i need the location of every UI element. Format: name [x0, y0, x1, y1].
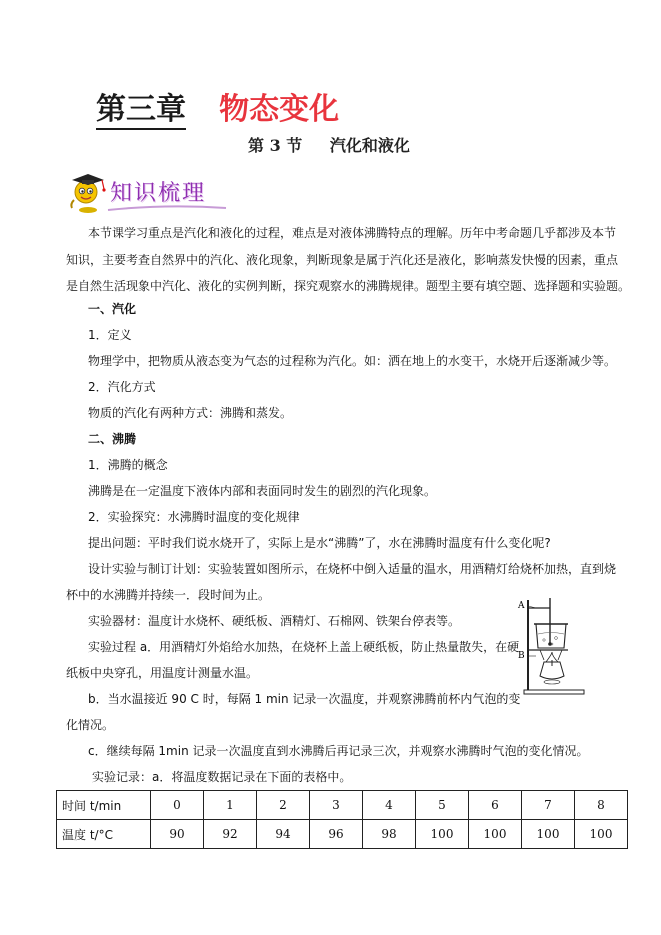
- table-row: [57, 791, 628, 820]
- chapter-title: [96, 84, 340, 127]
- section-title: [248, 133, 410, 156]
- question-text: 提出问题：平时我们说水烧开了，实际上是水“沸腾”了，水在沸腾时温度有什么变化呢?: [88, 536, 551, 550]
- table-row: [57, 820, 628, 849]
- temperature-cell: 100: [416, 820, 469, 849]
- subheading-definition: 1．定义: [88, 328, 132, 342]
- temperature-cell: 96: [310, 820, 363, 849]
- record-text: 实验记录：a．将温度数据记录在下面的表格中。: [92, 770, 352, 784]
- temperature-cell: 94: [257, 820, 310, 849]
- time-cell: 1: [204, 791, 257, 820]
- temperature-cell: 100: [522, 820, 575, 849]
- label-a: A: [518, 601, 525, 611]
- heading-boiling: 二、沸腾: [88, 432, 137, 446]
- intro-line: 本节课学习重点是汽化和液化的过程，难点是对液体沸腾特点的理解。历年中考命题几乎都涉及本节: [88, 226, 617, 240]
- temperature-header-cell: 温度 t/°C: [57, 820, 151, 849]
- procedure-c: c．继续每隔 1min 记录一次温度直到水沸腾后再记录三次，并观察水沸腾时气泡的变化情况。: [88, 744, 589, 758]
- design-text-1: 设计实验与制订计划：实验装置如图所示，在烧杯中倒入适量的温水，用酒精灯给烧杯加热，直到烧: [88, 562, 617, 576]
- definition-text: 物理学中，把物质从液态变为气态的过程称为汽化。如：洒在地上的水变干，水烧开后逐渐减少等。: [88, 354, 617, 368]
- time-cell: 6: [469, 791, 522, 820]
- temperature-table: [56, 790, 628, 849]
- knowledge-header: [66, 170, 236, 216]
- temperature-cell: 92: [204, 820, 257, 849]
- concept-text: 沸腾是在一定温度下液体内部和表面同时发生的剧烈的汽化现象。: [88, 484, 437, 498]
- intro-line: 知识，主要考查自然界中的汽化、液化现象，判断现象是属于汽化还是液化，影响蒸发快慢的因素，重点: [66, 252, 619, 267]
- label-b: B: [518, 651, 525, 661]
- heading-vaporization: 一、汽化: [88, 302, 137, 316]
- section-number: 第 3 节: [248, 136, 303, 155]
- time-header-cell: 时间 t/min: [57, 791, 151, 820]
- temperature-cell: 98: [363, 820, 416, 849]
- procedure-a-1: 实验过程 a．用酒精灯外焰给水加热，在烧杯上盖上硬纸板，防止热量散失，在硬: [88, 640, 520, 654]
- procedure-b-2: 化情况。: [66, 718, 115, 732]
- time-cell: 5: [416, 791, 469, 820]
- time-cell: 4: [363, 791, 416, 820]
- section-name: 汽化和液化: [329, 136, 410, 155]
- chapter-number: 第三章: [96, 92, 186, 130]
- chapter-name: 物态变化: [219, 92, 340, 127]
- procedure-b-1: b．当水温接近 90 C 时，每隔 1 min 记录一次温度，并观察沸腾前杯内气泡的变: [88, 692, 521, 706]
- temperature-cell: 90: [151, 820, 204, 849]
- procedure-a-2: 纸板中央穿孔，用温度计测量水温。: [66, 666, 259, 680]
- equipment-text: 实验器材：温度计水烧杯、硬纸板、酒精灯、石棉网、铁架台停表等。: [88, 614, 461, 628]
- time-cell: 2: [257, 791, 310, 820]
- time-cell: 0: [151, 791, 204, 820]
- modes-text: 物质的汽化有两种方式：沸腾和蒸发。: [88, 406, 293, 420]
- boiling-apparatus-figure: [514, 594, 592, 696]
- temperature-cell: 100: [469, 820, 522, 849]
- temperature-cell: 100: [575, 820, 628, 849]
- design-text-2: 杯中的水沸腾并持续一．段时间为止。: [66, 588, 271, 602]
- time-cell: 8: [575, 791, 628, 820]
- subheading-concept: 1．沸腾的概念: [88, 458, 168, 472]
- intro-paragraph: [66, 220, 631, 300]
- time-cell: 7: [522, 791, 575, 820]
- subheading-experiment: 2．实验探究：水沸腾时温度的变化规律: [88, 510, 300, 524]
- subheading-modes: 2．汽化方式: [88, 380, 156, 394]
- knowledge-header-label: 知识梳理: [110, 181, 207, 206]
- intro-line: 是自然生活现象中汽化、液化的实例判断，探究观察水的沸腾规律。题型主要有填空题、选择题和实验题。: [66, 279, 631, 293]
- time-cell: 3: [310, 791, 363, 820]
